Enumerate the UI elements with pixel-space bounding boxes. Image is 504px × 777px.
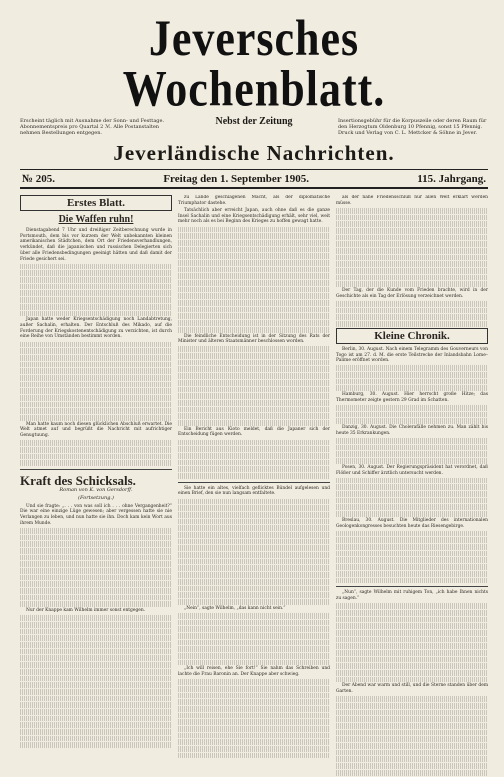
- text-line: [336, 228, 488, 234]
- text-line: [20, 588, 172, 594]
- text-line: [336, 478, 488, 484]
- text-line: [178, 579, 330, 585]
- article-paragraph: zu Lande geschlagenen Macht, als der diplomatische Triumphator dastehe.: [178, 195, 330, 206]
- text-line: [178, 446, 330, 452]
- text-line: [178, 713, 330, 719]
- text-line: [178, 719, 330, 725]
- text-line: [20, 568, 172, 574]
- text-line: [336, 750, 488, 756]
- text-line: [178, 586, 330, 592]
- masthead-subrow: [20, 118, 488, 136]
- text-line: [20, 355, 172, 361]
- text-line: [336, 379, 488, 385]
- text-line: [178, 413, 330, 419]
- text-line: [178, 653, 330, 659]
- text-line: [336, 617, 488, 623]
- news-item: Berlin, 30. August. Nach einem Telegramm des Gouverneurs von Togo ist am 27. d. M. die erste Teilstrecke der Inlandsbahn Lome–Palime eröffnet worden.: [336, 346, 488, 364]
- text-line: [336, 670, 488, 676]
- text-line: [20, 548, 172, 554]
- text-line: [178, 307, 330, 313]
- text-line: [336, 544, 488, 550]
- text-line: [336, 308, 488, 314]
- text-line: [336, 301, 488, 307]
- text-line: [20, 689, 172, 695]
- text-line: [178, 499, 330, 505]
- text-line: [336, 643, 488, 649]
- text-line: [178, 373, 330, 379]
- text-line: [178, 233, 330, 239]
- text-line: [336, 756, 488, 762]
- text-line: [336, 537, 488, 543]
- text-line: [336, 321, 488, 327]
- text-line: [336, 736, 488, 742]
- text-line: [20, 277, 172, 283]
- text-line: [336, 730, 488, 736]
- text-line: [178, 545, 330, 551]
- text-line: [20, 615, 172, 621]
- text-line: [20, 284, 172, 290]
- text-line: [20, 622, 172, 628]
- text-line: [336, 445, 488, 451]
- text-line: [20, 555, 172, 561]
- text-line: [20, 270, 172, 276]
- article-columns: [20, 195, 488, 777]
- text-line: [336, 438, 488, 444]
- text-line: [336, 372, 488, 378]
- text-line: [336, 770, 488, 776]
- text-line: [336, 412, 488, 418]
- text-line: [336, 365, 488, 371]
- serial-title: Kraft des Schicksals.: [20, 473, 136, 489]
- text-line: [336, 557, 488, 563]
- text-line: [336, 255, 488, 261]
- text-line: [336, 623, 488, 629]
- text-line: [336, 405, 488, 411]
- text-line: [178, 287, 330, 293]
- text-line: [336, 235, 488, 241]
- article-paragraph: als der nahe Friedensschluß nur allen Welt erklärt werden müsse.: [336, 195, 488, 206]
- text-line: [20, 375, 172, 381]
- text-line: [178, 706, 330, 712]
- text-line: [178, 726, 330, 732]
- divider: [178, 482, 330, 483]
- text-line: [20, 297, 172, 303]
- text-line: [336, 511, 488, 517]
- text-line: [178, 552, 330, 558]
- text-line: [20, 460, 172, 466]
- text-line: [336, 763, 488, 769]
- text-line: [20, 528, 172, 534]
- text-line: [20, 382, 172, 388]
- text-line: [178, 473, 330, 479]
- text-line: [178, 640, 330, 646]
- text-line: [20, 362, 172, 368]
- text-line: [178, 686, 330, 692]
- text-line: [20, 716, 172, 722]
- text-line: [178, 453, 330, 459]
- column-3: [336, 195, 488, 777]
- text-line: [336, 610, 488, 616]
- text-line: [336, 716, 488, 722]
- text-line: [336, 241, 488, 247]
- column-1: [20, 195, 172, 777]
- text-line: [178, 572, 330, 578]
- text-line: [178, 660, 330, 666]
- text-line: [20, 709, 172, 715]
- news-item: Breslau, 30. August. Die Mitglieder des internationalen Geologenkongresses besuchten heute das Riesengebirge.: [336, 517, 488, 529]
- text-line: [178, 440, 330, 446]
- text-line: [20, 655, 172, 661]
- text-line: [20, 581, 172, 587]
- text-line: [336, 637, 488, 643]
- serial-continuation: (Fortsetzung.): [78, 494, 114, 501]
- text-line: [178, 532, 330, 538]
- text-line: [178, 613, 330, 619]
- issue-number: № 205.: [22, 173, 56, 185]
- text-line: [336, 551, 488, 557]
- text-line: [336, 268, 488, 274]
- text-line: [20, 635, 172, 641]
- text-line: [178, 599, 330, 605]
- serial-paragraph: „Nein“, sagte Wilhelm, „das kann nicht sein.“: [184, 605, 286, 611]
- text-line: [20, 729, 172, 735]
- article-paragraph: Dienstagabend 7 Uhr und dreißiger Zeitberechnung wurde in Portsmouth, dem bis vor kurzem der Welt unbekannten kleinen amerikanischen Städtchen, dem Ort der Friedensverhandlungen, verkündet, daß die japanischen und russischen Delegierten sich über alle Friedensbedingungen geeinigt hätten und daß damit der Friede gesichert sei.: [20, 228, 172, 262]
- text-line: [336, 281, 488, 287]
- text-line: [20, 682, 172, 688]
- text-line: [20, 601, 172, 607]
- text-line: [178, 366, 330, 372]
- text-line: [336, 696, 488, 702]
- text-line: [20, 368, 172, 374]
- text-line: [178, 380, 330, 386]
- text-line: [178, 300, 330, 306]
- divider: [336, 586, 488, 587]
- dateline: [20, 170, 488, 189]
- text-line: [336, 677, 488, 683]
- text-line: [20, 311, 172, 317]
- article-paragraph: Japan hatte weder Kriegsentschädigung noch Landabtretung, außer Sachalin, erhalten. Der Entschluß des Mikado, auf die Forderung der Kriegskostenentschädigung zu verzichten, ist durch eine Reihe von Umständen bestimmt worden.: [20, 317, 172, 340]
- text-line: [20, 440, 172, 446]
- text-line: [336, 630, 488, 636]
- news-item: Danzig, 30. August. Die Cholerafälle nehmen zu. Man zählt bis heute 35 Erkrankungen.: [336, 425, 488, 436]
- text-line: [178, 240, 330, 246]
- text-line: [336, 248, 488, 254]
- text-line: [20, 342, 172, 348]
- text-line: [336, 418, 488, 424]
- masthead-title: Jeversches Wochenblatt.: [122, 9, 386, 117]
- text-line: [336, 578, 488, 584]
- text-line: [178, 626, 330, 632]
- text-line: [178, 400, 330, 406]
- text-line: [20, 662, 172, 668]
- text-line: [20, 264, 172, 270]
- text-line: [20, 415, 172, 421]
- serial-paragraph: Sie hatte ein altes, vielfach geflicktes Bündel aufgelesen und einen Brief, den sie nun langsam entfaltete.: [178, 485, 330, 497]
- text-line: [178, 565, 330, 571]
- text-line: [20, 408, 172, 414]
- text-line: [20, 304, 172, 310]
- text-line: [20, 388, 172, 394]
- text-line: [336, 531, 488, 537]
- text-line: [178, 280, 330, 286]
- text-line: [20, 676, 172, 682]
- text-line: [178, 407, 330, 413]
- text-line: [178, 646, 330, 652]
- text-line: [178, 525, 330, 531]
- text-line: [178, 247, 330, 253]
- text-line: [336, 603, 488, 609]
- text-line: [20, 595, 172, 601]
- masthead-subtitle: Nebst der Zeitung: [215, 116, 293, 127]
- text-line: [178, 746, 330, 752]
- text-line: [178, 313, 330, 319]
- text-line: [336, 663, 488, 669]
- text-line: [20, 669, 172, 675]
- text-line: [20, 742, 172, 748]
- text-line: [178, 260, 330, 266]
- article-paragraph: Die feindliche Entscheidung ist in der Sitzung des Rats der Minister und älteren Staatsmänner beschlossen worden.: [178, 333, 330, 345]
- subscription-info: Erscheint täglich mit Ausnahme der Sonn- und Festtage. Abonnementspreis pro Quartal 2 ℳ. Alle Postanstalten nehmen Bestellungen entgegen.: [20, 118, 165, 136]
- text-line: [336, 723, 488, 729]
- serial-paragraph: „Ich will reisen, ehe Sie fort!“ Sie nahm das Schreiben und lachte die Frau Baronin an. Der Knappe aber schwieg.: [178, 666, 330, 678]
- serial-paragraph: Und sie fragte: „. . . von was soll ich . . . ohne Vergangenheit?“ Die war eine einzige Lüge gewesen; aber vergessen hatte sie nie Verlangen zu leben, und nun hatte sie ihn. Doch kam kein Wort aus ihrem Munde.: [20, 503, 172, 526]
- text-line: [20, 454, 172, 460]
- text-line: [178, 393, 330, 399]
- text-line: [336, 458, 488, 464]
- text-line: [178, 512, 330, 518]
- supplement-title: Jeverländische Nachrichten.: [20, 141, 488, 170]
- text-line: [20, 447, 172, 453]
- text-line: [178, 253, 330, 259]
- text-line: [178, 699, 330, 705]
- text-line: [336, 498, 488, 504]
- advertising-info: Insertionsgebühr für die Korpuszeile oder deren Raum für den Herzogtum Oldenburg 10 Pfennig, sonst 15 Pfennig. Druck und Verlag von C. L. Mettcker & Söhne in Jever.: [337, 118, 487, 136]
- text-line: [336, 564, 488, 570]
- text-line: [20, 575, 172, 581]
- text-line: [336, 484, 488, 490]
- text-line: [178, 693, 330, 699]
- text-line: [336, 571, 488, 577]
- text-line: [178, 420, 330, 426]
- text-line: [178, 267, 330, 273]
- text-line: [20, 348, 172, 354]
- serial-paragraph: „Nun“, sagte Wilhelm mit ruhigem Ton, „ich habe Ihnen nichts zu sagen.“: [336, 590, 488, 601]
- divider: [20, 469, 172, 470]
- column-2: [178, 195, 330, 777]
- text-line: [20, 642, 172, 648]
- serial-paragraph: Nur der Knappe kam Wilhelm immer sonst entgegen.: [26, 608, 146, 614]
- text-line: [336, 703, 488, 709]
- text-line: [336, 657, 488, 663]
- text-line: [20, 290, 172, 296]
- text-line: [178, 346, 330, 352]
- news-item: Posen, 30. August. Der Regierungspräsident hat verordnet, daß Flößer und Schiffer ärztlich untersucht werden.: [336, 464, 488, 476]
- text-line: [20, 541, 172, 547]
- text-line: [178, 273, 330, 279]
- news-item: Hamburg, 30. August. Hier herrscht große Hitze; das Thermometer zeigte gestern 29 Grad im Schatten.: [336, 392, 488, 403]
- text-line: [336, 314, 488, 320]
- article-paragraph: Man hatte kaum noch diesen glücklichen Abschluß erwartet. Die Welt atmet auf und begrüßt die Nachricht mit aufrichtiger Genugtuung.: [20, 421, 172, 439]
- text-line: [336, 208, 488, 214]
- text-line: [178, 360, 330, 366]
- serial-byline: Roman von K. von Gersdorff.: [59, 487, 133, 494]
- text-line: [178, 679, 330, 685]
- article-paragraph: Ein Bericht aus Kioto meldet, daß die Japaner sich der Entscheidung fügen werden.: [178, 426, 330, 438]
- text-line: [20, 402, 172, 408]
- text-line: [20, 736, 172, 742]
- text-line: [178, 327, 330, 333]
- text-line: [336, 215, 488, 221]
- text-line: [178, 320, 330, 326]
- text-line: [20, 629, 172, 635]
- text-line: [20, 696, 172, 702]
- text-line: [178, 592, 330, 598]
- text-line: [336, 275, 488, 281]
- text-line: [336, 385, 488, 391]
- text-line: [178, 353, 330, 359]
- text-line: [20, 702, 172, 708]
- article-headline: Die Waffen ruhn!: [58, 214, 134, 225]
- serial-paragraph: Der Abend war warm und still, und die Sterne standen über dem Garten.: [336, 683, 488, 695]
- text-line: [336, 261, 488, 267]
- text-line: [178, 227, 330, 233]
- text-line: [178, 753, 330, 759]
- text-line: [178, 387, 330, 393]
- text-line: [20, 561, 172, 567]
- section-heading: Kleine Chronik.: [336, 328, 488, 344]
- text-line: [20, 535, 172, 541]
- text-line: [20, 722, 172, 728]
- text-line: [336, 504, 488, 510]
- text-line: [178, 505, 330, 511]
- issue-date: Freitag den 1. September 1905.: [163, 173, 309, 185]
- text-line: [178, 293, 330, 299]
- text-line: [20, 395, 172, 401]
- text-line: [178, 733, 330, 739]
- article-paragraph: Der Tag, der die Kunde vom Frieden brachte, wird in der Geschichte als ein Tag der Erlösung verzeichnet werden.: [336, 288, 488, 299]
- text-line: [178, 633, 330, 639]
- text-line: [336, 491, 488, 497]
- text-line: [336, 221, 488, 227]
- text-line: [178, 739, 330, 745]
- article-paragraph: Tatsächlich aber erreicht Japan, auch ohne daß es die ganze Insel Sachalin und eine Kriegsentschädigung erhält, sehr viel, weit mehr noch als es bei Beginn des Krieges zu hoffen gewagt hatte.: [178, 207, 330, 225]
- text-line: [178, 466, 330, 472]
- text-line: [336, 650, 488, 656]
- text-line: [20, 649, 172, 655]
- text-line: [336, 743, 488, 749]
- volume-year: 115. Jahrgang.: [417, 173, 486, 185]
- text-line: [178, 620, 330, 626]
- text-line: [178, 559, 330, 565]
- text-line: [178, 539, 330, 545]
- text-line: [178, 460, 330, 466]
- text-line: [178, 519, 330, 525]
- section-heading: Erstes Blatt.: [20, 195, 172, 211]
- text-line: [336, 451, 488, 457]
- text-line: [336, 710, 488, 716]
